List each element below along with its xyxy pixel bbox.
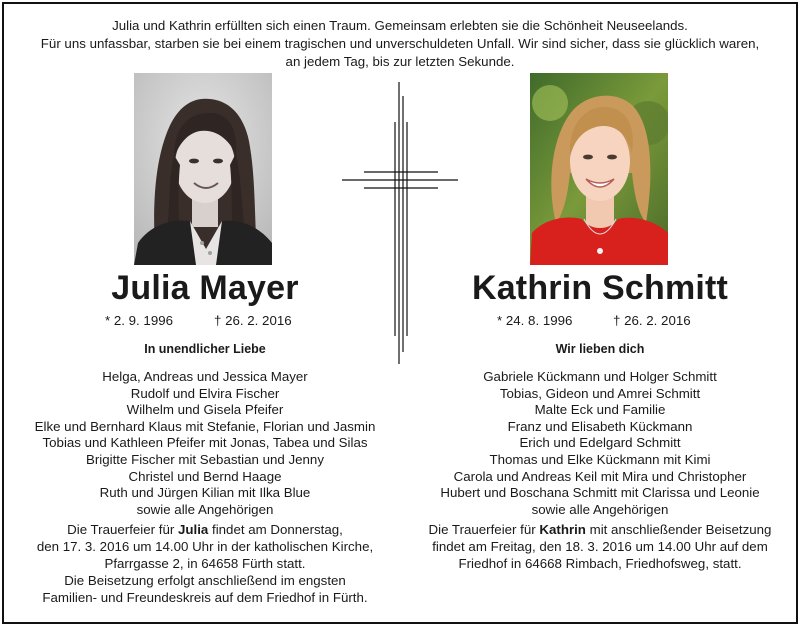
mourner-line: Erich und Edelgard Schmitt xyxy=(519,435,681,451)
birth-date: * 2. 9. 1996 xyxy=(105,313,174,328)
mourner-line: Rudolf und Elvira Fischer xyxy=(130,385,280,401)
julia-photo xyxy=(134,73,272,265)
service-line: den 17. 3. 2016 um 14.00 Uhr in der katholischen Kirche, xyxy=(36,539,374,554)
mourner-line: Thomas und Elke Kückmann mit Kimi xyxy=(489,451,711,467)
death-date: † 26. 2. 2016 xyxy=(613,313,691,328)
mourner-line: Carola und Andreas Keil mit Mira und Christopher xyxy=(453,468,747,484)
mourner-line: Tobias und Kathleen Pfeifer mit Jonas, Tabea und Silas xyxy=(42,435,368,451)
service-line: Familien- und Freundeskreis auf dem Friedhof in Fürth. xyxy=(42,590,368,605)
intro-line: Julia und Kathrin erfüllten sich einen Traum. Gemeinsam erlebten sie die Schönheit Neuseelands. xyxy=(112,18,688,33)
service-line: Friedhof in 64668 Rimbach, Friedhofsweg, statt. xyxy=(458,556,742,571)
birth-date: * 24. 8. 1996 xyxy=(497,313,573,328)
mourner-line: sowie alle Angehörigen xyxy=(531,501,669,517)
service-text: Die Trauerfeier für xyxy=(428,522,540,537)
service-name-bold: Kathrin xyxy=(539,522,586,537)
motto-kathrin: Wir lieben dich xyxy=(555,342,645,356)
service-info-julia xyxy=(20,521,390,606)
service-line xyxy=(410,521,790,538)
intro-text xyxy=(20,17,780,71)
mourner-line: Wilhelm und Gisela Pfeifer xyxy=(126,402,284,418)
service-name-bold: Julia xyxy=(178,522,209,537)
mourner-line: Tobias, Gideon und Amrei Schmitt xyxy=(499,385,701,401)
mourner-line: Brigitte Fischer mit Sebastian und Jenny xyxy=(86,451,324,467)
mourner-line: Hubert und Boschana Schmitt mit Clarissa und Leonie xyxy=(440,485,760,501)
service-line: Pfarrgasse 2, in 64658 Fürth statt. xyxy=(104,556,306,571)
service-line: Die Beisetzung erfolgt anschließend im engsten xyxy=(64,573,346,588)
mourner-line: Ruth und Jürgen Kilian mit Ilka Blue xyxy=(99,485,311,501)
service-line: findet am Freitag, den 18. 3. 2016 um 14.00 Uhr auf dem xyxy=(432,539,768,554)
mourner-line: Malte Eck und Familie xyxy=(534,402,666,418)
mourner-line: Gabriele Kückmann und Holger Schmitt xyxy=(483,369,717,384)
mourners-list-kathrin xyxy=(410,369,790,518)
mourner-line: Helga, Andreas und Jessica Mayer xyxy=(102,369,308,384)
service-text: mit anschließender Beisetzung xyxy=(585,522,772,537)
mourner-line: Elke und Bernhard Klaus mit Stefanie, Florian und Jasmin xyxy=(34,418,376,434)
service-text: Die Trauerfeier für xyxy=(67,522,178,537)
service-line xyxy=(20,521,390,538)
mourner-line: Christel und Bernd Haage xyxy=(128,468,282,484)
mourners-list-julia xyxy=(20,369,390,518)
kathrin-photo xyxy=(530,73,668,265)
service-text: findet am Donnerstag, xyxy=(208,522,343,537)
deceased-name-julia: Julia Mayer xyxy=(111,269,299,307)
intro-line: an jedem Tag, bis zur letzten Sekunde. xyxy=(285,54,515,69)
mourner-line: sowie alle Angehörigen xyxy=(136,501,274,517)
service-info-kathrin xyxy=(410,521,790,572)
death-date: † 26. 2. 2016 xyxy=(214,313,292,328)
mourner-line: Franz und Elisabeth Kückmann xyxy=(507,418,693,434)
intro-line: Für uns unfassbar, starben sie bei einem tragischen und unverschuldeten Unfall. Wir sind sicher, dass sie glücklich waren, xyxy=(40,36,760,51)
cross-icon xyxy=(342,82,458,364)
motto-julia: In unendlicher Liebe xyxy=(144,342,266,356)
deceased-name-kathrin: Kathrin Schmitt xyxy=(471,269,729,307)
